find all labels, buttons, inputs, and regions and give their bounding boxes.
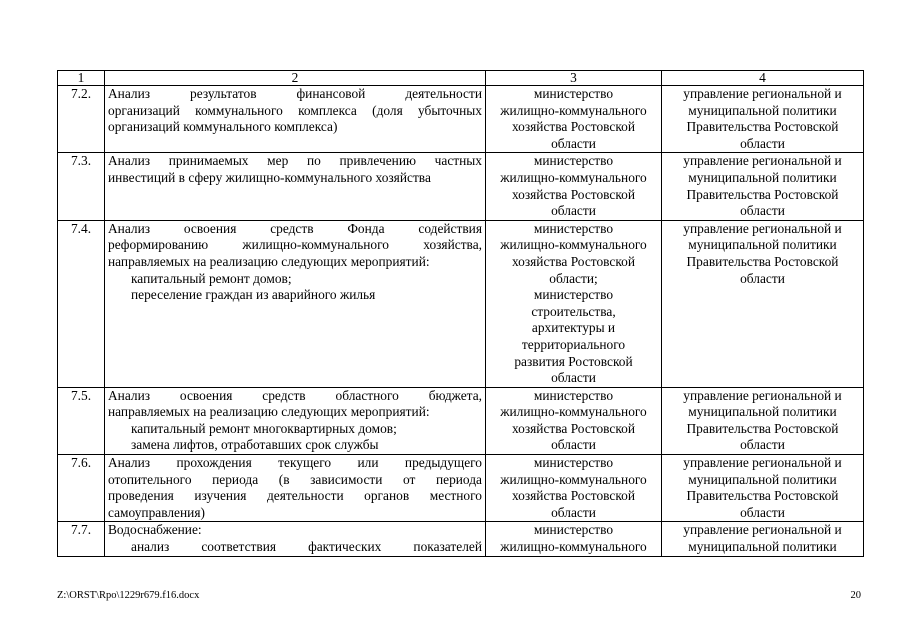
responsible-line: области — [551, 203, 596, 219]
responsible-line: архитектуры и — [531, 320, 616, 336]
desc-line: самоуправления) — [108, 504, 205, 520]
responsible-line: области — [551, 135, 596, 151]
row-description — [105, 522, 486, 556]
responsible-line: жилищно-коммунального — [500, 539, 647, 555]
row-control — [662, 86, 864, 153]
control-line: Правительства Ростовской — [686, 186, 839, 202]
responsible-line: министерство — [533, 287, 614, 303]
control-line: области — [740, 504, 785, 520]
responsible-line: жилищно-коммунального — [500, 471, 647, 487]
table-row — [58, 387, 864, 454]
desc-line: Анализ принимаемых мер по привлечению частных — [108, 153, 482, 169]
responsible-line: хозяйства Ростовской — [511, 488, 636, 504]
desc-line: Водоснабжение: — [108, 522, 202, 538]
header-row — [58, 71, 864, 86]
table-row — [58, 220, 864, 387]
row-responsible — [486, 220, 662, 387]
measures-table — [57, 70, 864, 557]
control-line: управление региональной и — [683, 387, 842, 403]
responsible-line: территориального — [521, 336, 626, 352]
row-number: 7.7. — [58, 522, 105, 556]
control-line: муниципальной политики — [688, 237, 837, 253]
row-control — [662, 522, 864, 556]
responsible-line: жилищно-коммунального — [500, 237, 647, 253]
table-row — [58, 153, 864, 220]
control-line: области — [740, 135, 785, 151]
responsible-line: области; — [549, 270, 598, 286]
desc-line: организаций коммунального комплекса) — [108, 119, 338, 135]
control-line: Правительства Ростовской — [686, 488, 839, 504]
responsible-line: министерство — [533, 522, 614, 538]
desc-item: анализ соответствия фактических показателей — [131, 539, 482, 555]
responsible-line: хозяйства Ростовской — [511, 119, 636, 135]
header-col-3: 3 — [486, 71, 662, 86]
responsible-line: развития Ростовской — [514, 353, 633, 369]
control-line: муниципальной политики — [688, 404, 837, 420]
desc-line: инвестиций в сферу жилищно-коммунального хозяйства — [108, 169, 431, 185]
responsible-line: области — [551, 370, 596, 386]
table-row — [58, 86, 864, 153]
control-line: муниципальной политики — [688, 102, 837, 118]
header-col-2: 2 — [105, 71, 486, 86]
desc-line: Анализ освоения средств областного бюджета, — [108, 387, 482, 403]
control-line: управление региональной и — [683, 220, 842, 236]
desc-item: капитальный ремонт домов; — [131, 270, 292, 286]
control-line: Правительства Ростовской — [686, 253, 839, 269]
row-control — [662, 387, 864, 454]
header-col-4: 4 — [662, 71, 864, 86]
responsible-line: хозяйства Ростовской — [511, 253, 636, 269]
row-responsible — [486, 387, 662, 454]
desc-line: реформированию жилищно-коммунального хозяйства, — [108, 237, 482, 253]
table-row — [58, 522, 864, 556]
row-responsible — [486, 522, 662, 556]
responsible-line: министерство — [533, 387, 614, 403]
desc-line: направляемых на реализацию следующих мероприятий: — [108, 253, 430, 269]
responsible-line: области — [551, 504, 596, 520]
row-number: 7.6. — [58, 455, 105, 522]
control-line: управление региональной и — [683, 522, 842, 538]
desc-line: Анализ прохождения текущего или предыдущего — [108, 455, 482, 471]
row-responsible — [486, 153, 662, 220]
footer-file-path: Z:\ORST\Rpo\1229r679.f16.docx — [57, 590, 200, 601]
responsible-line: жилищно-коммунального — [500, 404, 647, 420]
row-description — [105, 455, 486, 522]
desc-line: отопительного периода (в зависимости от периода — [108, 471, 482, 487]
control-line: области — [740, 203, 785, 219]
control-line: управление региональной и — [683, 455, 842, 471]
row-control — [662, 455, 864, 522]
row-number: 7.4. — [58, 220, 105, 387]
row-description — [105, 220, 486, 387]
control-line: области — [740, 270, 785, 286]
control-line: Правительства Ростовской — [686, 119, 839, 135]
row-description — [105, 86, 486, 153]
responsible-line: области — [551, 437, 596, 453]
row-number: 7.3. — [58, 153, 105, 220]
desc-line: Анализ результатов финансовой деятельности — [108, 86, 482, 101]
row-description — [105, 387, 486, 454]
responsible-line: хозяйства Ростовской — [511, 420, 636, 436]
responsible-line: министерство — [533, 153, 614, 169]
desc-line: направляемых на реализацию следующих мероприятий: — [108, 404, 430, 420]
responsible-line: министерство — [533, 220, 614, 236]
control-line: муниципальной политики — [688, 169, 837, 185]
control-line: муниципальной политики — [688, 471, 837, 487]
control-line: области — [740, 437, 785, 453]
responsible-line: хозяйства Ростовской — [511, 186, 636, 202]
desc-line: проведения изучения деятельности органов местного — [108, 488, 482, 504]
header-col-1: 1 — [58, 71, 105, 86]
row-control — [662, 220, 864, 387]
responsible-line: строительства, — [531, 303, 616, 319]
desc-item: переселение граждан из аварийного жилья — [131, 287, 376, 303]
footer-page-number: 20 — [850, 590, 861, 601]
control-line: управление региональной и — [683, 86, 842, 101]
row-responsible — [486, 86, 662, 153]
row-description — [105, 153, 486, 220]
responsible-line: министерство — [533, 455, 614, 471]
control-line: Правительства Ростовской — [686, 420, 839, 436]
desc-line: Анализ освоения средств Фонда содействия — [108, 220, 482, 236]
desc-item: замена лифтов, отработавших срок службы — [131, 437, 379, 453]
row-number: 7.5. — [58, 387, 105, 454]
responsible-line: жилищно-коммунального — [500, 102, 647, 118]
responsible-line: жилищно-коммунального — [500, 169, 647, 185]
desc-line: организаций коммунального комплекса (доля убыточных — [108, 102, 482, 118]
row-responsible — [486, 455, 662, 522]
responsible-line: министерство — [533, 86, 614, 101]
desc-item: капитальный ремонт многоквартирных домов; — [131, 420, 397, 436]
control-line: управление региональной и — [683, 153, 842, 169]
row-control — [662, 153, 864, 220]
table-row — [58, 455, 864, 522]
row-number: 7.2. — [58, 86, 105, 153]
control-line: муниципальной политики — [688, 539, 837, 555]
